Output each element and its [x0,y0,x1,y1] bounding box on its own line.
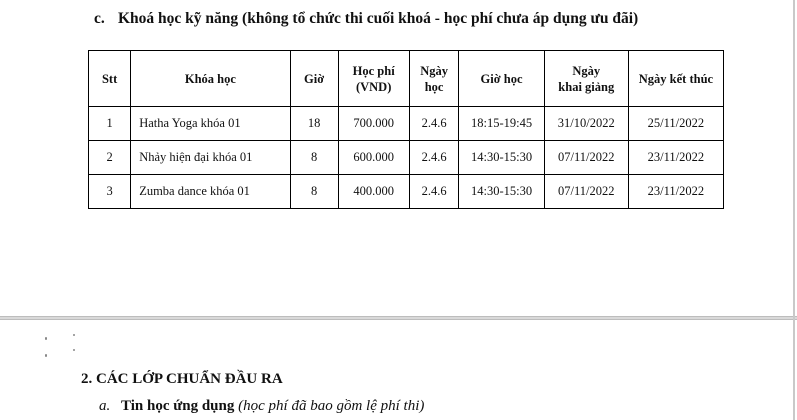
cell-end: 23/11/2022 [628,175,723,209]
table-row [89,107,724,141]
header-course: Khóa học [131,51,290,107]
header-start [544,51,628,107]
item-letter: a. [99,398,111,414]
cell-time: 18:15-19:45 [459,107,544,141]
cell-fee: 600.000 [338,141,409,175]
cell-stt: 3 [89,175,131,209]
scan-speck [73,349,75,351]
cell-days: 2.4.6 [409,175,459,209]
header-fee [338,51,409,107]
next-section-heading: 2. CÁC LỚP CHUẨN ĐẦU RA [81,371,283,387]
cell-stt: 1 [89,107,131,141]
item-title: Tin học ứng dụng [121,398,235,414]
cell-end: 25/11/2022 [628,107,723,141]
header-start-line1: Ngày [572,63,601,78]
table-row [89,141,724,175]
header-days-line2: học [424,79,444,94]
cell-hours: 8 [290,141,338,175]
header-fee-line2: (VND) [355,79,392,94]
header-time: Giờ học [459,51,544,107]
header-end: Ngày kết thúc [628,51,723,107]
viewer-edge [793,0,795,420]
cell-course: Hatha Yoga khóa 01 [131,107,290,141]
cell-course: Nhảy hiện đại khóa 01 [131,141,290,175]
table-row [89,175,724,209]
cell-end: 23/11/2022 [628,141,723,175]
cell-hours: 8 [290,175,338,209]
section-title [94,10,638,28]
cell-fee: 400.000 [338,175,409,209]
course-table [88,50,724,209]
cell-time: 14:30-15:30 [459,175,544,209]
cell-start: 07/11/2022 [544,175,628,209]
header-fee-line1: Học phí [352,63,395,78]
cell-time: 14:30-15:30 [459,141,544,175]
header-hours: Giờ [290,51,338,107]
header-stt: Stt [89,51,131,107]
scan-speck [45,337,47,340]
cell-days: 2.4.6 [409,141,459,175]
scan-speck [45,354,47,357]
header-start-line2: khai giảng [558,79,615,94]
header-days-line1: Ngày [420,63,448,78]
section-title-text: Khoá học kỹ năng (không tổ chức thi cuối khoá - học phí chưa áp dụng ưu đãi) [118,10,639,27]
table-header-row [89,51,724,107]
cell-hours: 18 [290,107,338,141]
next-section-item [99,398,424,415]
cell-course: Zumba dance khóa 01 [131,175,290,209]
item-note: (học phí đã bao gồm lệ phí thi) [238,398,425,414]
cell-stt: 2 [89,141,131,175]
section-marker: c. [94,10,105,27]
header-days [409,51,459,107]
cell-start: 07/11/2022 [544,141,628,175]
cell-start: 31/10/2022 [544,107,628,141]
cell-days: 2.4.6 [409,107,459,141]
scan-speck [73,334,75,336]
cell-fee: 700.000 [338,107,409,141]
